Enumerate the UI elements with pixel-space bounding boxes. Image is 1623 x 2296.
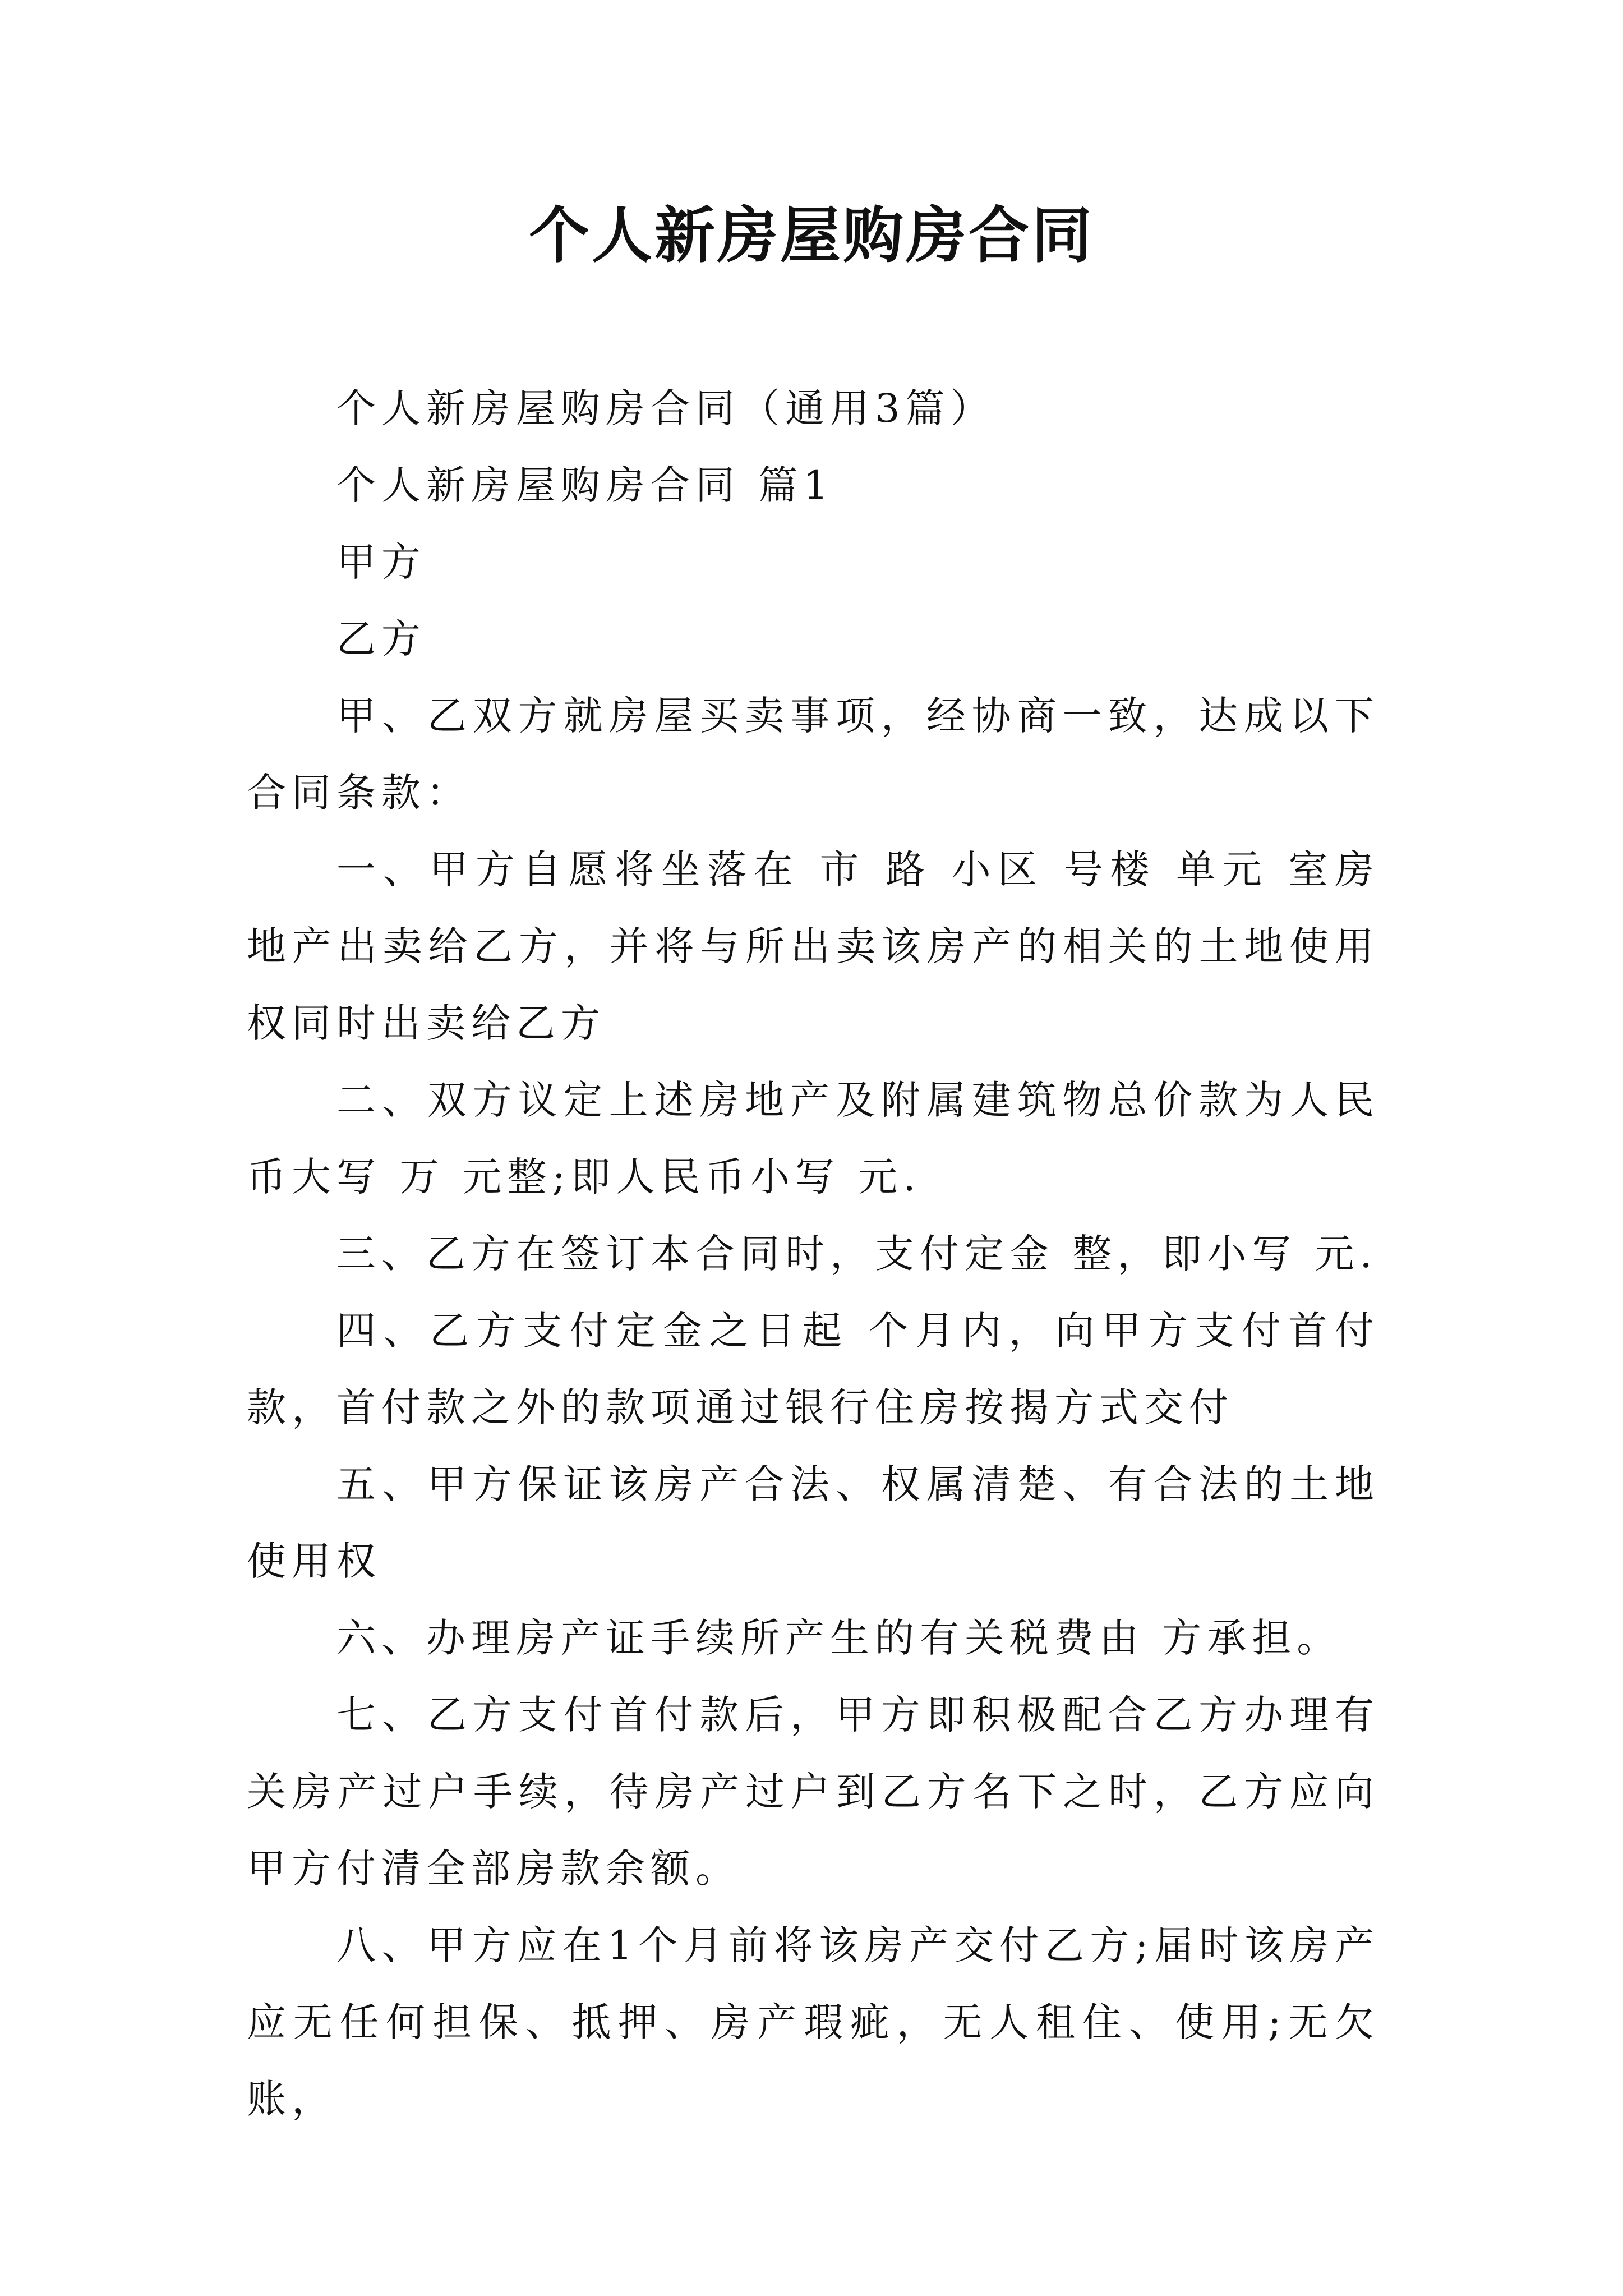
paragraph-preamble: 甲、乙双方就房屋买卖事项，经协商一致，达成以下合同条款： xyxy=(247,693,1380,816)
paragraph-clause-1: 一、甲方自愿将坐落在 市 路 小区 号楼 单元 室房地产出卖给乙方，并将与所出卖该房产的相关的土地使用权同时出卖给乙方 xyxy=(247,846,1380,1046)
paragraph-party-b: 乙方 xyxy=(336,616,426,662)
paragraph-subtitle: 个人新房屋购房合同（通用3篇） xyxy=(336,385,995,431)
paragraph-clause-2: 二、双方议定上述房地产及附属建筑物总价款为人民币大写 万 元整;即人民币小写 元. xyxy=(247,1077,1380,1200)
paragraph-party-a: 甲方 xyxy=(336,539,426,585)
paragraph-clause-4: 四、乙方支付定金之日起 个月内，向甲方支付首付款，首付款之外的款项通过银行住房按揭方式交付 xyxy=(247,1308,1380,1430)
paragraph-clause-8: 八、甲方应在1个月前将该房产交付乙方;届时该房产应无任何担保、抵押、房产瑕疵，无人租住、使用;无欠账， xyxy=(247,1922,1380,2122)
paragraph-clause-5: 五、甲方保证该房产合法、权属清楚、有合法的土地使用权 xyxy=(247,1461,1380,1584)
document-body xyxy=(247,370,1380,2138)
document-title: 个人新房屋购房合同 xyxy=(528,200,1094,271)
paragraph-clause-6: 六、办理房产证手续所产生的有关税费由 方承担。 xyxy=(336,1615,1342,1661)
paragraph-clause-3: 三、乙方在签订本合同时，支付定金 整，即小写 元. xyxy=(336,1231,1378,1277)
paragraph-section-heading: 个人新房屋购房合同 篇1 xyxy=(336,462,834,508)
paragraph-clause-7: 七、乙方支付首付款后，甲方即积极配合乙方办理有关房产过户手续，待房产过户到乙方名下之时，乙方应向甲方付清全部房款余额。 xyxy=(247,1692,1380,1892)
